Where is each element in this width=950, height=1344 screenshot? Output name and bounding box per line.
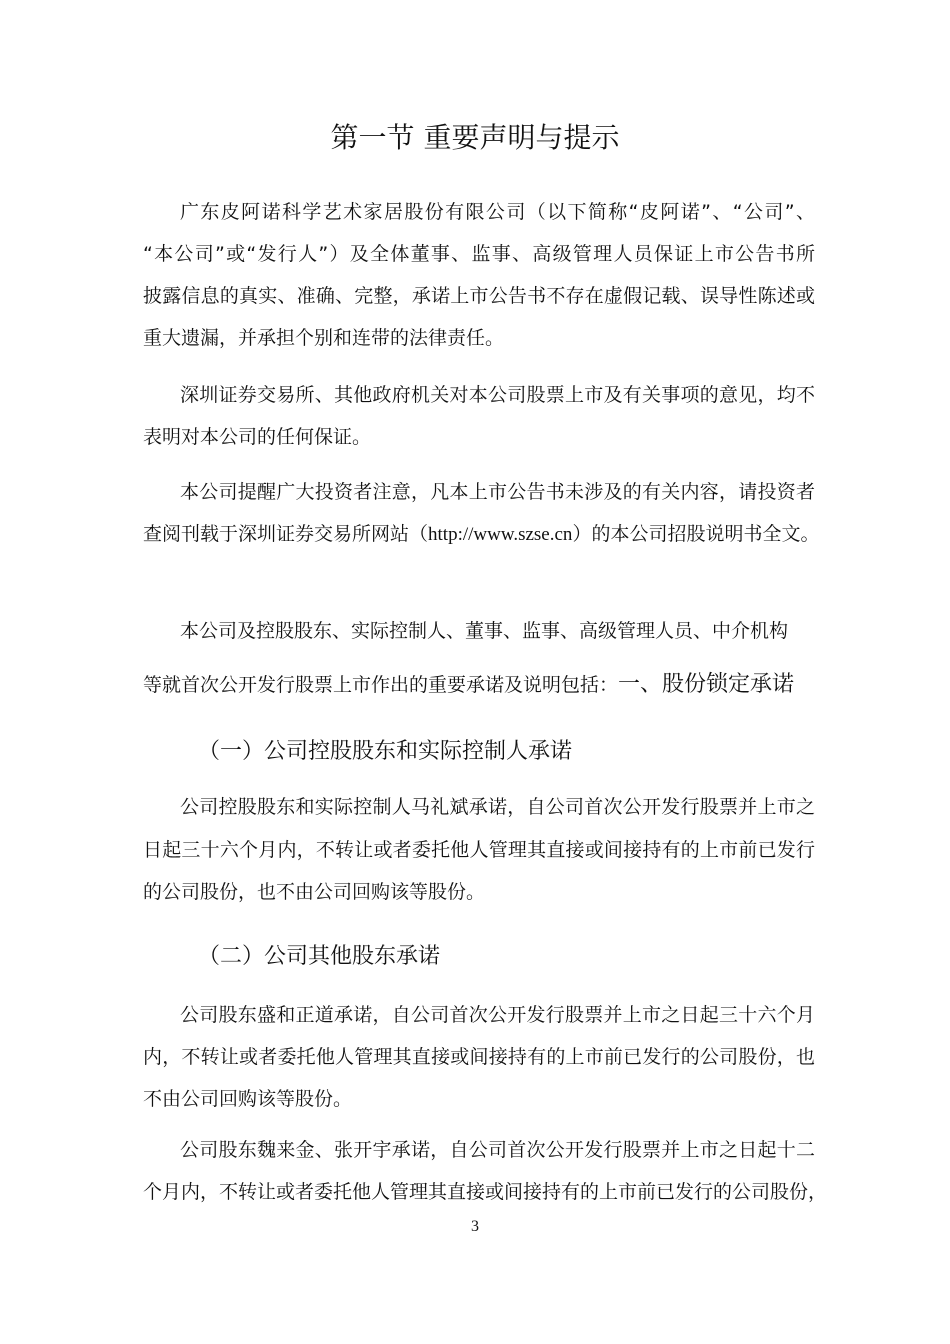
subsection-heading: （二）公司其他股东承诺 bbox=[198, 944, 441, 969]
paragraph-line: 披露信息的真实、准确、完整，承诺上市公告书不存在虚假记载、误导性陈述或 bbox=[143, 285, 815, 307]
text: 等就首次公开发行股票上市作出的重要承诺及说明包括： bbox=[143, 674, 619, 696]
paragraph-line bbox=[143, 673, 794, 697]
paragraph-line: 内，不转让或者委托他人管理其直接或间接持有的上市前已发行的公司股份，也 bbox=[143, 1046, 815, 1068]
paragraph-line: 广东皮阿诺科学艺术家居股份有限公司（以下简称“皮阿诺”、“公司”、 bbox=[180, 201, 815, 223]
paragraph-line: 重大遗漏，并承担个别和连带的法律责任。 bbox=[143, 327, 505, 349]
section-title: 第一节 重要声明与提示 bbox=[330, 121, 620, 154]
paragraph-line: “本公司”或“发行人”）及全体董事、监事、高级管理人员保证上市公告书所 bbox=[143, 243, 815, 265]
paragraph-line bbox=[143, 522, 820, 547]
section-heading: 一、股份锁定承诺 bbox=[618, 672, 795, 697]
paragraph-line: 深圳证券交易所、其他政府机关对本公司股票上市及有关事项的意见，均不 bbox=[180, 384, 815, 406]
page-number: 3 bbox=[471, 1218, 479, 1235]
text: ）的本公司招股说明书全文。 bbox=[572, 523, 820, 545]
paragraph-line: 本公司及控股股东、实际控制人、董事、监事、高级管理人员、中介机构 bbox=[180, 620, 789, 642]
paragraph-line: 公司控股股东和实际控制人马礼斌承诺，自公司首次公开发行股票并上市之 bbox=[180, 796, 815, 818]
paragraph-line: 本公司提醒广大投资者注意，凡本上市公告书未涉及的有关内容，请投资者 bbox=[180, 481, 815, 503]
paragraph-line: 公司股东魏来金、张开宇承诺，自公司首次公开发行股票并上市之日起十二 bbox=[180, 1139, 815, 1161]
paragraph-line: 的公司股份，也不由公司回购该等股份。 bbox=[143, 881, 486, 903]
paragraph-line: 个月内，不转让或者委托他人管理其直接或间接持有的上市前已发行的公司股份， bbox=[143, 1181, 828, 1203]
paragraph-line: 日起三十六个月内，不转让或者委托他人管理其直接或间接持有的上市前已发行 bbox=[143, 839, 815, 861]
website-link: http://www.szse.cn bbox=[428, 524, 573, 545]
paragraph-line: 表明对本公司的任何保证。 bbox=[143, 426, 372, 448]
text: 查阅刊载于深圳证券交易所网站（ bbox=[143, 523, 429, 545]
paragraph-line: 不由公司回购该等股份。 bbox=[143, 1088, 353, 1110]
paragraph-line: 公司股东盛和正道承诺，自公司首次公开发行股票并上市之日起三十六个月 bbox=[180, 1004, 815, 1026]
subsection-heading: （一）公司控股股东和实际控制人承诺 bbox=[198, 739, 573, 764]
